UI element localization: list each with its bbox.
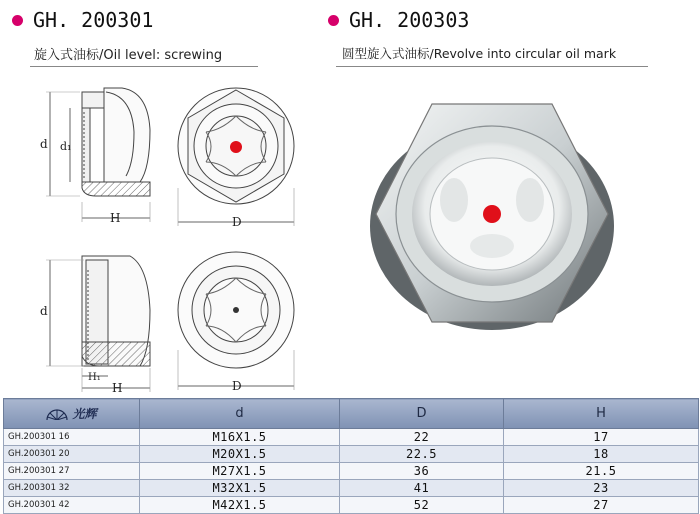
front-view-round	[178, 252, 294, 390]
dimension-d-label: d	[40, 304, 48, 318]
product-code: GH. 200303	[349, 8, 470, 32]
model-cell: GH.200301 20	[4, 446, 140, 463]
diameter-cell: 52	[340, 497, 504, 514]
technical-drawing	[0, 70, 330, 395]
thread-cell: M32X1.5	[140, 480, 340, 497]
dimension-h1-label: H₁	[88, 372, 101, 383]
diameter-cell: 22.5	[340, 446, 504, 463]
thread-cell: M16X1.5	[140, 429, 340, 446]
table-row	[4, 429, 699, 446]
front-view-hex	[178, 88, 294, 226]
table-header-row	[4, 399, 699, 429]
product-code: GH. 200301	[33, 8, 154, 32]
center-dot	[233, 307, 239, 313]
thread-cell: M27X1.5	[140, 463, 340, 480]
side-view-top	[46, 88, 150, 222]
dimension-d1-label: d₁	[60, 140, 72, 153]
dimension-D-label: D	[232, 379, 242, 393]
table-row	[4, 446, 699, 463]
red-indicator-dot	[230, 141, 242, 153]
product-subtitle: 圆型旋入式油标/Revolve into circular oil mark	[342, 46, 617, 61]
diameter-cell: 22	[340, 429, 504, 446]
model-cell: GH.200301 32	[4, 480, 140, 497]
product-subtitle: 旋入式油标/Oil level: screwing	[34, 48, 223, 63]
column-header-H: H	[504, 399, 699, 429]
table-row	[4, 480, 699, 497]
height-cell: 21.5	[504, 463, 699, 480]
model-cell: GH.200301 42	[4, 497, 140, 514]
brand-header	[4, 399, 140, 429]
spec-table	[3, 398, 699, 514]
dimension-h-label: H	[112, 381, 123, 395]
column-header-d: d	[140, 399, 340, 429]
bullet-icon	[328, 15, 339, 26]
column-header-D: D	[340, 399, 504, 429]
product-heading-200303	[328, 8, 469, 32]
dimension-D-label: D	[232, 215, 242, 229]
dimension-d-label: d	[40, 137, 48, 151]
sunrise-logo-icon	[46, 408, 68, 420]
diameter-cell: 36	[340, 463, 504, 480]
product-heading-200301	[12, 8, 153, 32]
brand-name: 光辉	[72, 407, 97, 421]
product-photo	[362, 96, 622, 336]
height-cell: 18	[504, 446, 699, 463]
divider	[30, 66, 258, 67]
table-row	[4, 463, 699, 480]
height-cell: 17	[504, 429, 699, 446]
thread-cell: M20X1.5	[140, 446, 340, 463]
diameter-cell: 41	[340, 480, 504, 497]
bullet-icon	[12, 15, 23, 26]
model-cell: GH.200301 16	[4, 429, 140, 446]
dimension-h-label: H	[110, 211, 121, 225]
table-row	[4, 497, 699, 514]
model-cell: GH.200301 27	[4, 463, 140, 480]
height-cell: 27	[504, 497, 699, 514]
thread-cell: M42X1.5	[140, 497, 340, 514]
red-indicator-dot	[483, 205, 501, 223]
divider	[336, 66, 648, 67]
height-cell: 23	[504, 480, 699, 497]
